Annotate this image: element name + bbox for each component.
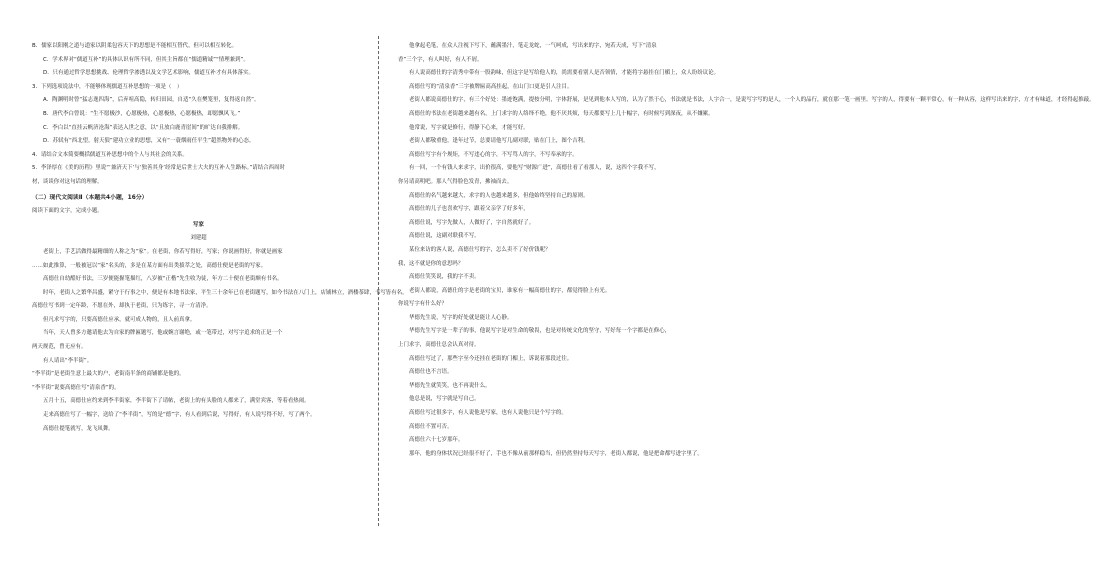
text-line: ……如此推算，一般被冠以“家”名头的，多是在某方面有出类拔萃之处，高德仕便是老街的写家。 bbox=[32, 262, 267, 269]
text-line: 高德仕说，这副对联我不写。 bbox=[409, 233, 480, 240]
text-line: 当年，天人曾多方邀请他去为自家的牌匾题写，他或婉言谢绝，或一笔带过，对写字追求的正是一个 bbox=[43, 330, 283, 337]
text-line: 那年，他的身体状况已经很不好了，手也不像从前那样稳当，但仍然坚持每天写字，老街人都说，他是把命都写进字里了。 bbox=[409, 450, 703, 457]
text-line: 写家 bbox=[193, 221, 204, 228]
text-line: 你说写字有什么好？ bbox=[398, 301, 447, 308]
text-line: 高德仕的名气越来越大，求字的人也越来越多，但他始终坚持自己的原则。 bbox=[409, 192, 589, 199]
text-line: 有一回，一个有钱人来求字，出价很高，要他写“财源广进”，高德仕看了看那人，说，这四个字我不写， bbox=[409, 165, 660, 172]
text-line: 4．请结合文本简要概括儒道互补思想中的个人与其社会的关系。 bbox=[32, 151, 188, 158]
text-line: B．儒家以阳刚之道与道家以阴柔包容天下的思想是不能相互替代，但可以相互转化。 bbox=[32, 43, 238, 49]
text-line: 五月十五，高德仕应约来到李半街家，李半街下了请帖，老街上的有头脸的人都来了，满堂宾客，等着看热闹。 bbox=[43, 398, 310, 405]
text-line: 华德先生就笑笑，也不再说什么。 bbox=[409, 382, 491, 389]
text-line: 他总是说，写字就是写自己。 bbox=[409, 396, 480, 403]
text-line: B．唐代李白曾说：“生不愿极沙，心愿极热，心愿极热，心愿极热，却愿飘风飞。” bbox=[43, 110, 241, 117]
text-line: 高德仕的儿子也喜欢写字，跟着父亲学了好多年， bbox=[409, 206, 529, 213]
text-line: 3．下列选项说法中，不能够体现儒道互补思想的一项是（ ） bbox=[32, 83, 183, 90]
text-line: “李半街”是老街生意上最大的户，老街南半条的商铺都是他的。 bbox=[32, 371, 185, 378]
text-line: 高德仕写的“清泉香”三字被牌匾高高挂起，在山门口更是引人注目。 bbox=[409, 83, 573, 90]
text-line: 他常说，写字就是修行，得静下心来，才能写好。 bbox=[409, 124, 529, 131]
text-line: 高德仕写过很多字，有人说他是写家，也有人说他只是个写字的。 bbox=[409, 410, 567, 417]
text-line: 老街上，手艺活做得最精细的人称之为“家”。在老街，你若写得好，写家；你说画得好，你就是画家 bbox=[43, 248, 283, 255]
text-line: C．李白以“直挂云帆济沧海”表达入世之意，以“且放白鹿青崖间”的旷达自我排解。 bbox=[43, 124, 244, 131]
text-line: 高德仕自幼酷好书法，三岁便能握笔描红，八岁被“正楷”先生收为徒，年方二十便在老街颇有书名。 bbox=[43, 276, 283, 283]
text-line: 高德仕提笔就写，龙飞凤舞。 bbox=[43, 425, 114, 432]
text-line: 某位来访的客人说，高德仕写的字，怎么卖不了好价钱呢？ bbox=[409, 246, 551, 253]
text-line: 老街人都说，高德仕的字是老街的宝贝，谁家有一幅高德仕的字，都觉得脸上有光。 bbox=[409, 287, 611, 294]
text-line: 时年，老街人之繁华昌盛，紧守于行事之中，便是有本地书法家，平生三十余年已在老街题写，如今书法在八门上，店铺林立，酒楼茶肆，书写皆有名。 bbox=[43, 289, 408, 296]
text-line: 5．李泽厚在《美的历程》里说“‘兼济天下’与‘独善其身’经常是后世士大夫的互补人生路标。”请结合西周时 bbox=[32, 165, 285, 172]
text-line: 高德仕写字有个规矩，不写违心的字，不写骂人的字，不写奉承的字。 bbox=[409, 151, 578, 158]
text-line: 老街人都说高德仕的字，有三个好处：墨迹饱满，提按分明，字体舒展，是见到他本人写的，认为了然于心，书法就是书法，人字合一，是说写字写的是人，一个人的品行，就在那一笔一画里。写字的人，得要有一颗平常心，有一种从容，这样写出来的字，方才有味道，才经得起推敲。 bbox=[409, 97, 1095, 104]
text-line: D．只有通过哲学思想挑战、伦理哲学渗透以及文学艺术影响，儒道互补才有具体落实。 bbox=[43, 70, 254, 77]
text-line: A．陶渊明时曾“猛志逸四海”，后弃喧高隐，转归田园，自适“久在樊笼里，复得返自然”。 bbox=[43, 97, 260, 104]
text-line: （二）现代文阅读Ⅱ（本题共4小题，16分） bbox=[32, 194, 148, 201]
text-line: 他拿起毛笔，在众人注视下写下，蘸满墨汁，笔走龙蛇，一气呵成，写出来的字，宛若天成，写下“清泉 bbox=[409, 43, 657, 49]
text-line: 香”三个字，有人叫好，有人不屑。 bbox=[398, 56, 483, 63]
text-line: 华德先生写字是一辈子的事，他说写字是对生命的敬畏，也是对传统文化的坚守，写好每一个字都是在修心， bbox=[409, 328, 671, 335]
text-line: 高德仕也不言语。 bbox=[409, 369, 453, 376]
text-line: 刘建超 bbox=[190, 235, 207, 242]
text-line: 走来高德仕写了一幅字，送给了“李半街”，写的是“德”字，有人看到后说，写得好，有人说写得不好，写了两个。 bbox=[43, 412, 316, 419]
text-line: “李半街”说要高德仕写“清泉香”的。 bbox=[32, 384, 120, 391]
text-line: 两天规范，曾无应有。 bbox=[32, 344, 87, 351]
text-line: 高德仕写过了，那些字至今还挂在老街的门楣上，诉说着那段过往。 bbox=[409, 355, 573, 362]
text-line: 高德仕笑笑说，我的字不卖。 bbox=[409, 274, 480, 281]
text-line: 我，这不就是你的意思吗？ bbox=[398, 260, 464, 267]
text-line: 老街人都敬重他，逢年过节，总要请他写几副对联，贴在门上，图个吉利。 bbox=[409, 138, 589, 145]
text-line: D．苏轼有“西北望，射天狼”建功立业的思想，又有“一蓑烟雨任平生”超然物外的心态。 bbox=[43, 138, 255, 145]
text-line: 阅读下面的文字，完成小题。 bbox=[32, 208, 103, 215]
text-line: 高德仕的书法在老街越来越有名，上门求字的人络绎不绝，他不厌其烦，每天都要写上几十幅字，有时候写到深夜，从不嫌累。 bbox=[409, 110, 714, 117]
column-divider bbox=[378, 36, 379, 526]
text-line: 上门求字，高德仕总会认真对待。 bbox=[398, 342, 480, 349]
text-line: 你另请高明吧。那人气得脸色发青，拂袖而去。 bbox=[398, 178, 513, 185]
text-line: 高德仕六十七岁那年。 bbox=[409, 437, 464, 444]
text-line: 华德先生说，写字的好处就是能让人心静。 bbox=[409, 314, 513, 321]
text-line: 高德仕说，写字先做人，人做好了，字自然就好了。 bbox=[409, 219, 535, 226]
text-line: 高德仕写书到一定年龄，不愿在外，却执于老街，只为练字，寻一方清净。 bbox=[32, 303, 212, 310]
right-column bbox=[398, 40, 1095, 461]
left-column bbox=[32, 40, 408, 436]
text-line: 有人说高德仕的字清秀中带有一股韵味，但这字是写给他人的，尚需要看别人是否领情，才能将字悬挂在门楣上，众人纷纷议论。 bbox=[409, 70, 720, 77]
text-line: 高德仕不置可否。 bbox=[409, 423, 453, 430]
text-line: 有人请出“李半街”。 bbox=[43, 357, 93, 364]
text-line: C．学术界对“儒道互补”的具体认识有所不同，但其主旨都在“儒道精诚”“情理兼到”。 bbox=[43, 56, 249, 63]
text-line: 材，谈谈你对这句话的理解。 bbox=[32, 178, 103, 185]
text-line: 但凡求写字的，只要高德仕应承，就可成人物的，且人前真拿。 bbox=[43, 316, 196, 323]
